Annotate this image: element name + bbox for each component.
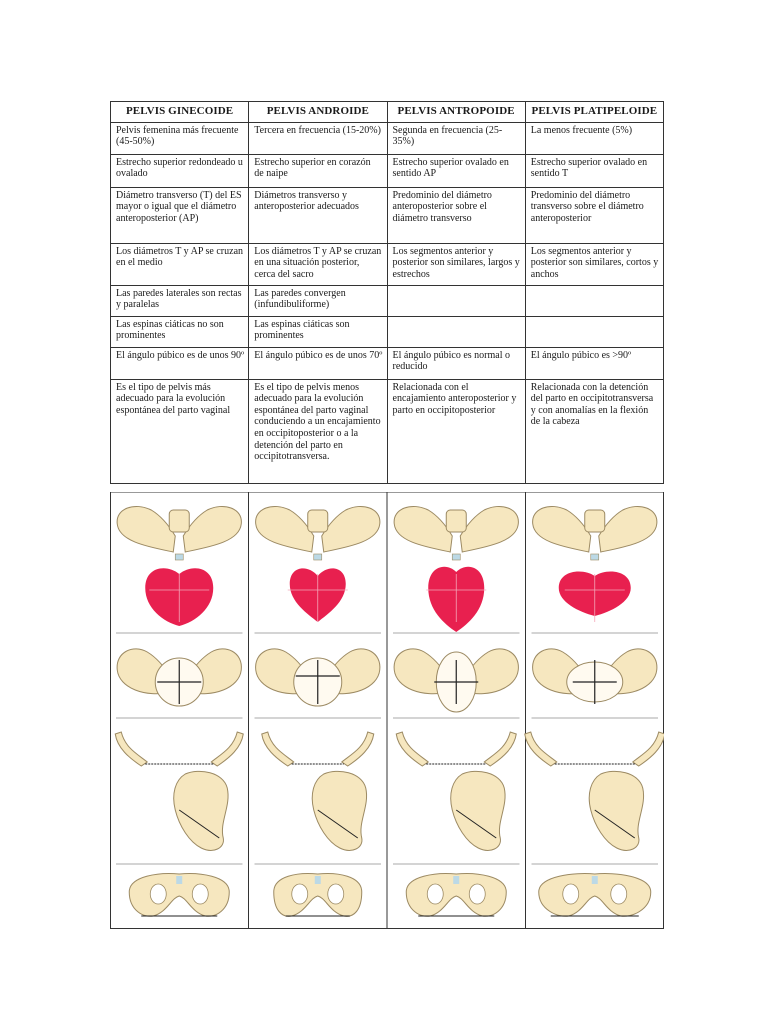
iliac-wing-right: [599, 506, 657, 552]
obturator-foramen-right: [328, 884, 344, 904]
table-cell: Relacionada con el encajamiento anteroposterior y parto en occipitoposterior: [387, 379, 525, 483]
iliac-wing-left: [256, 506, 314, 552]
pelvis-comparison-sheet: [110, 101, 664, 484]
table-row: [111, 187, 664, 243]
table-cell: Predominio del diámetro anteroposterior sobre el diámetro transverso: [387, 187, 525, 243]
table-cell: Predominio del diámetro transverso sobre el diámetro anteroposterior: [525, 187, 663, 243]
obturator-foramen-left: [563, 884, 579, 904]
obturator-foramen-left: [292, 884, 308, 904]
table-cell: Pelvis femenina más frecuente (45-50%): [111, 122, 249, 154]
pelvis-figure-ginecoide: [115, 506, 243, 916]
ischial-spine-left: [396, 732, 428, 766]
table-cell: El ángulo púbico es de unos 90º: [111, 347, 249, 379]
table-cell: Las espinas ciáticas no son prominentes: [111, 316, 249, 347]
table-cell: Los segmentos anterior y posterior son similares, cortos y anchos: [525, 243, 663, 285]
table-cell: La menos frecuente (5%): [525, 122, 663, 154]
hip-bone-lateral: [312, 771, 366, 850]
table-cell: Los segmentos anterior y posterior son similares, largos y estrechos: [387, 243, 525, 285]
sacrum: [585, 510, 605, 532]
table-row: [111, 316, 664, 347]
iliac-wing-right: [183, 506, 241, 552]
pelvis-illustrations: [110, 492, 664, 929]
obturator-foramen-right: [469, 884, 485, 904]
table-cell: Estrecho superior en corazón de naipe: [249, 154, 387, 187]
sacrum: [446, 510, 466, 532]
pubic-symphysis: [452, 554, 460, 560]
table-row: [111, 379, 664, 483]
table-cell: [525, 316, 663, 347]
table-row: [111, 347, 664, 379]
table-cell: Los diámetros T y AP se cruzan en el medio: [111, 243, 249, 285]
ischial-spine-right: [211, 732, 243, 766]
iliac-wing-right: [460, 506, 518, 552]
header-antropoide: PELVIS ANTROPOIDE: [387, 102, 525, 123]
sacrum: [308, 510, 328, 532]
pubic-symphysis: [314, 554, 322, 560]
pelvis-figure-androide: [255, 506, 382, 916]
ischial-spine-right: [484, 732, 516, 766]
table-cell: Segunda en frecuencia (25-35%): [387, 122, 525, 154]
iliac-wing-left: [533, 506, 591, 552]
table-cell: [525, 285, 663, 316]
hip-bone-lateral: [589, 771, 643, 850]
ischial-spine-left: [115, 732, 147, 766]
iliac-wing-left: [394, 506, 452, 552]
table-cell: Tercera en frecuencia (15-20%): [249, 122, 387, 154]
table-row: [111, 122, 664, 154]
ischial-spine-right: [342, 732, 374, 766]
header-androide: PELVIS ANDROIDE: [249, 102, 387, 123]
table-cell: Las paredes laterales son rectas y paralelas: [111, 285, 249, 316]
table-row: [111, 154, 664, 187]
pelvis-illustration-grid: [110, 492, 664, 929]
ischial-spine-left: [262, 732, 294, 766]
table-cell: El ángulo púbico es de unos 70º: [249, 347, 387, 379]
table-cell: Estrecho superior ovalado en sentido AP: [387, 154, 525, 187]
obturator-foramen-right: [611, 884, 627, 904]
table-row: [111, 285, 664, 316]
pubic-symphysis: [175, 554, 183, 560]
ischial-spine-right: [633, 732, 664, 766]
hip-bone-lateral: [451, 771, 505, 850]
table-cell: Las paredes convergen (infundibuliforme): [249, 285, 387, 316]
table-cell: El ángulo púbico es normal o reducido: [387, 347, 525, 379]
pelvis-figure-platipeloide: [525, 506, 664, 916]
pubic-symphysis-outlet: [315, 876, 321, 884]
obturator-foramen-left: [150, 884, 166, 904]
iliac-wing-right: [322, 506, 380, 552]
pubic-symphysis: [591, 554, 599, 560]
table-cell: Es el tipo de pelvis más adecuado para la evolución espontánea del parto vaginal: [111, 379, 249, 483]
sacrum: [169, 510, 189, 532]
table-cell: Estrecho superior ovalado en sentido T: [525, 154, 663, 187]
pelvis-table: [110, 101, 664, 484]
table-cell: [387, 285, 525, 316]
hip-bone-lateral: [174, 771, 228, 850]
table-cell: [387, 316, 525, 347]
header-platipeloide: PELVIS PLATIPELOIDE: [525, 102, 663, 123]
table-row: [111, 243, 664, 285]
table-cell: Estrecho superior redondeado u ovalado: [111, 154, 249, 187]
table-cell: El ángulo púbico es >90º: [525, 347, 663, 379]
table-header-row: [111, 102, 664, 123]
obturator-foramen-left: [427, 884, 443, 904]
table-cell: Los diámetros T y AP se cruzan en una situación posterior, cerca del sacro: [249, 243, 387, 285]
table-cell: Diámetro transverso (T) del ES mayor o igual que el diámetro anteroposterior (AP): [111, 187, 249, 243]
iliac-wing-left: [117, 506, 175, 552]
table-cell: Es el tipo de pelvis menos adecuado para la evolución espontánea del parto vaginal conduciendo a un encajamiento en occipitoposterior o a la detención del parto en occipitotransversa.: [249, 379, 387, 483]
table-cell: Relacionada con la detención del parto en occipitotransversa y con anomalías en la flexión de la cabeza: [525, 379, 663, 483]
pubic-symphysis-outlet: [592, 876, 598, 884]
pubic-symphysis-outlet: [176, 876, 182, 884]
pelvis-figure-antropoide: [393, 506, 520, 916]
pubic-symphysis-outlet: [453, 876, 459, 884]
ischial-spine-left: [525, 732, 557, 766]
table-cell: Diámetros transverso y anteroposterior adecuados: [249, 187, 387, 243]
table-cell: Las espinas ciáticas son prominentes: [249, 316, 387, 347]
obturator-foramen-right: [192, 884, 208, 904]
header-ginecoide: PELVIS GINECOIDE: [111, 102, 249, 123]
